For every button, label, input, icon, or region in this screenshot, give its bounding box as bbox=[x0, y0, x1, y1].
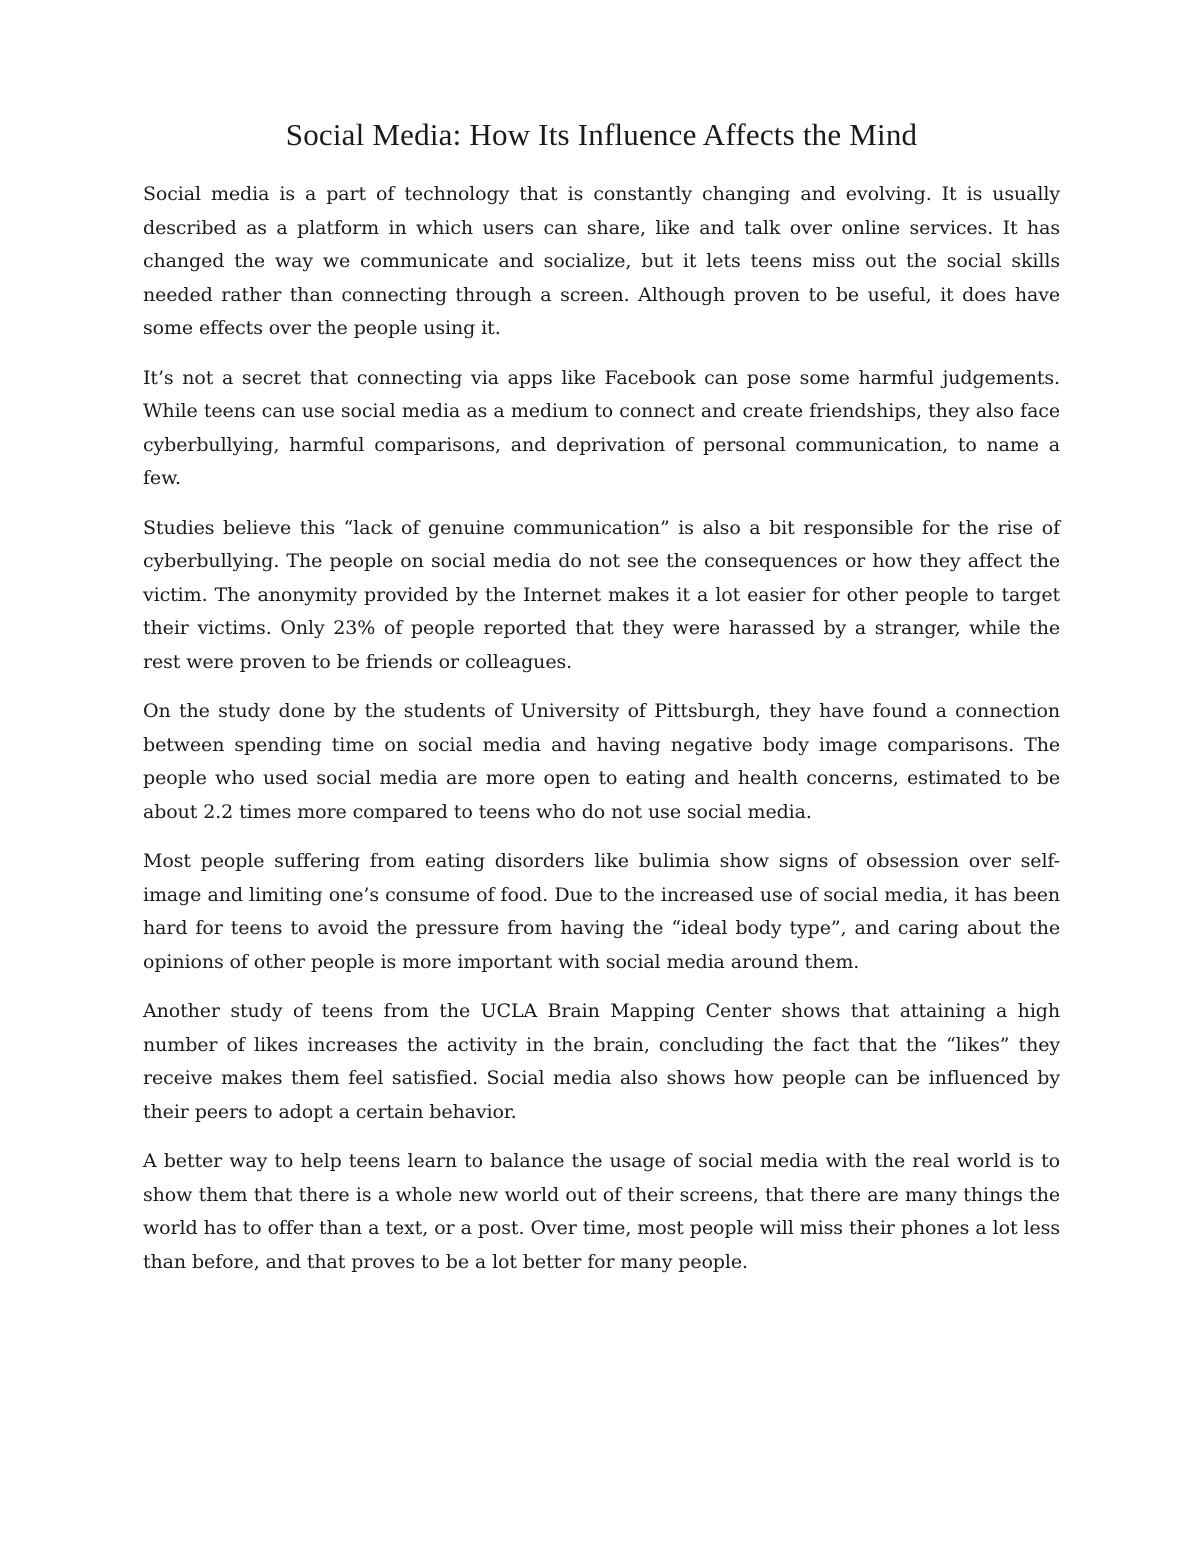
document-page bbox=[143, 112, 1060, 1295]
paragraph-harmful-judgements: It’s not a secret that connecting via apps like Facebook can pose some harmful judgements. While teens can use social media as a medium to connect and create friendships, they also face cyberbullying, harmful comparisons, and deprivation of personal communication, to name a few. bbox=[143, 366, 1060, 489]
paragraph-conclusion: A better way to help teens learn to balance the usage of social media with the real world is to show them that there is a whole new world out of their screens, that there are many things the world has to offer than a text, or a post. Over time, most people will miss their phones a lot less than before, and that proves to be a lot better for many people. bbox=[143, 1150, 1060, 1273]
paragraph-cyberbullying: Studies believe this “lack of genuine communication” is also a bit responsible for the rise of cyberbullying. The people on social media do not see the consequences or how they affect the victim. The anonymity provided by the Internet makes it a lot easier for other people to target their victims. Only 23% of people reported that they were harassed by a stranger, while the rest were proven to be friends or colleagues. bbox=[143, 516, 1060, 673]
paragraph-pittsburgh-study: On the study done by the students of University of Pittsburgh, they have found a connection between spending time on social media and having negative body image comparisons. The people who used social media are more open to eating and health concerns, estimated to be about 2.2 times more compared to teens who do not use social media. bbox=[143, 700, 1060, 823]
document-title: Social Media: How Its Influence Affects the Mind bbox=[285, 117, 918, 152]
paragraph-intro: Social media is a part of technology that is constantly changing and evolving. It is usually described as a platform in which users can share, like and talk over online services. It has changed the way we communicate and socialize, but it lets teens miss out the social skills needed rather than connecting through a screen. Although proven to be useful, it does have some effects over the people using it. bbox=[143, 183, 1060, 339]
paragraph-eating-disorders: Most people suffering from eating disorders like bulimia show signs of obsession over self-image and limiting one’s consume of food. Due to the increased use of social media, it has been hard for teens to avoid the pressure from having the “ideal body type”, and caring about the opinions of other people is more important with social media around them. bbox=[143, 850, 1060, 973]
paragraph-ucla-study: Another study of teens from the UCLA Brain Mapping Center shows that attaining a high number of likes increases the activity in the brain, concluding the fact that the “likes” they receive makes them feel satisfied. Social media also shows how people can be influenced by their peers to adopt a certain behavior. bbox=[143, 1000, 1060, 1123]
